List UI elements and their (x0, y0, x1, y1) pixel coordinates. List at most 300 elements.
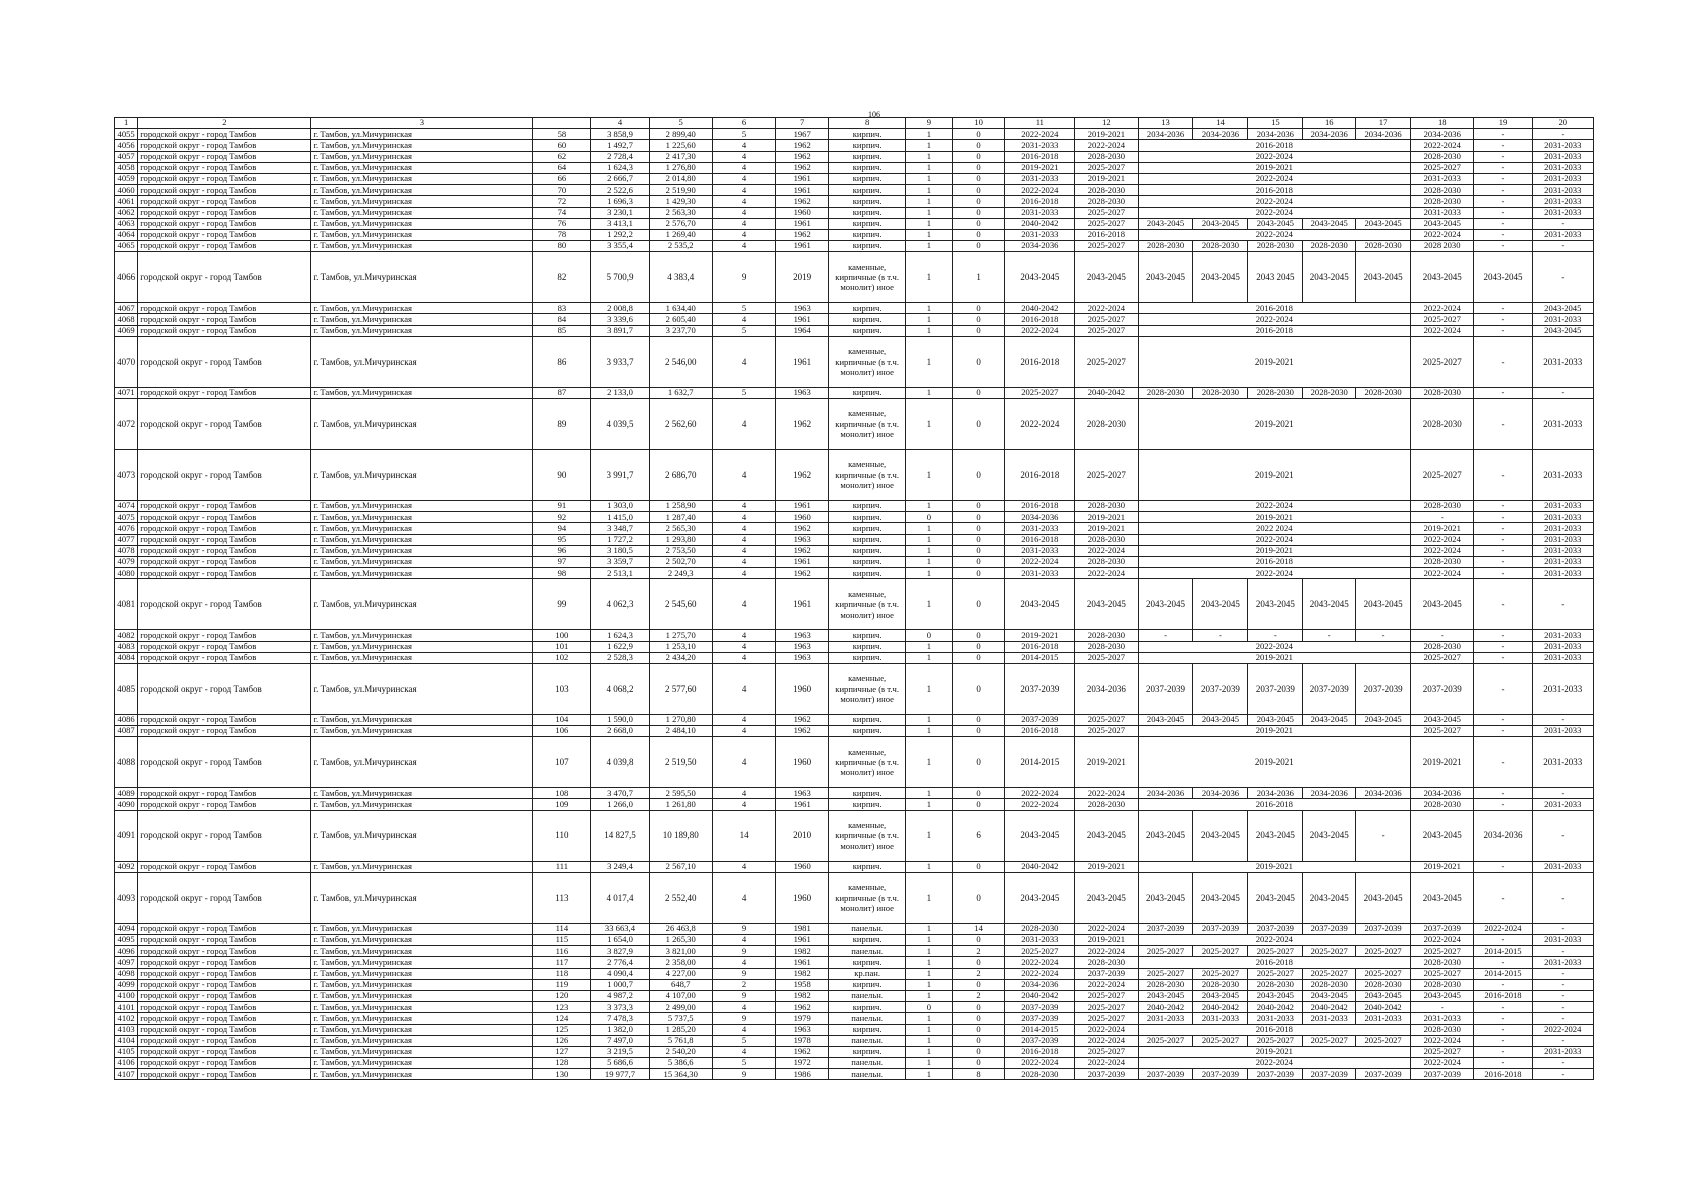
cell-area2: 15 364,30 (649, 1069, 712, 1080)
cell-id: 4092 (115, 861, 138, 872)
cell-c19: - (1474, 726, 1532, 737)
cell-mat: кирпич. (829, 229, 906, 240)
cell-id: 4104 (115, 1035, 138, 1046)
cell-p-4: 2043-2045 (1356, 218, 1411, 229)
cell-id: 4095 (115, 935, 138, 946)
cell-floors: 5 (712, 129, 775, 140)
cell-area: 1 415,0 (591, 512, 649, 523)
cell-c12: 2019-2021 (1075, 935, 1138, 946)
cell-id: 4088 (115, 737, 138, 788)
cell-p-2: 2031-2033 (1248, 1013, 1303, 1024)
cell-year: 2010 (776, 810, 829, 861)
cell-c11: 2031-2033 (1005, 173, 1075, 184)
cell-c19: - (1474, 196, 1532, 207)
cell-p-0: - (1138, 630, 1193, 641)
cell-c18: 2022-2024 (1411, 568, 1474, 579)
column-number-row (115, 118, 1594, 129)
cell-okrug: городской округ - город Тамбов (138, 810, 311, 861)
cell-year: 1963 (776, 652, 829, 663)
cell-c18: 2019-2021 (1411, 523, 1474, 534)
cell-area2: 26 463,8 (649, 923, 712, 934)
table-row (115, 630, 1594, 641)
cell-area: 3 230,1 (591, 207, 649, 218)
cell-year: 1962 (776, 229, 829, 240)
cell-house: 125 (533, 1024, 591, 1035)
cell-area2: 1 265,30 (649, 935, 712, 946)
cell-floors: 4 (712, 185, 775, 196)
cell-c10: 0 (952, 512, 1005, 523)
cell-p-2: 2025-2027 (1248, 1035, 1303, 1046)
cell-p-4: 2025-2027 (1356, 1035, 1411, 1046)
cell-house: 103 (533, 663, 591, 714)
cell-p-0: 2043-2045 (1138, 252, 1193, 303)
cell-c9: 1 (906, 399, 952, 450)
cell-area2: 1 429,30 (649, 196, 712, 207)
cell-mat: кирпич. (829, 568, 906, 579)
cell-m: 2019-2021 (1138, 512, 1411, 523)
cell-c12: 2025-2027 (1075, 314, 1138, 325)
cell-id: 4075 (115, 512, 138, 523)
cell-area: 3 219,5 (591, 1046, 649, 1057)
cell-street: г. Тамбов, ул.Мичуринская (311, 545, 533, 556)
cell-c11: 2019-2021 (1005, 630, 1075, 641)
cell-c9: 1 (906, 737, 952, 788)
cell-year: 1961 (776, 314, 829, 325)
cell-c18: - (1411, 1002, 1474, 1013)
cell-c11: 2043-2045 (1005, 579, 1075, 630)
cell-p-2: 2043 2045 (1248, 252, 1303, 303)
cell-c10: 0 (952, 450, 1005, 501)
cell-year: 1962 (776, 1046, 829, 1057)
cell-c12: 2028-2030 (1075, 196, 1138, 207)
cell-area2: 1 261,80 (649, 799, 712, 810)
cell-p-1: 2037-2039 (1193, 663, 1248, 714)
cell-area2: 2 519,50 (649, 737, 712, 788)
table-row (115, 325, 1594, 336)
cell-c9: 1 (906, 207, 952, 218)
cell-area2: 2 502,70 (649, 556, 712, 567)
cell-mat: кирпич. (829, 979, 906, 990)
cell-area2: 5 737,5 (649, 1013, 712, 1024)
cell-c9: 1 (906, 140, 952, 151)
cell-p-0: 2043-2045 (1138, 714, 1193, 725)
cell-mat: кирпич. (829, 799, 906, 810)
cell-id: 4103 (115, 1024, 138, 1035)
cell-id: 4063 (115, 218, 138, 229)
cell-c18: 2025-2027 (1411, 652, 1474, 663)
cell-id: 4062 (115, 207, 138, 218)
cell-p-3: 2043-2045 (1303, 714, 1356, 725)
cell-okrug: городской округ - город Тамбов (138, 450, 311, 501)
cell-c20: 2031-2033 (1532, 501, 1593, 512)
cell-m: 2022-2024 (1138, 196, 1411, 207)
cell-house: 107 (533, 737, 591, 788)
cell-c12: 2022-2024 (1075, 545, 1138, 556)
cell-area2: 2 417,30 (649, 151, 712, 162)
cell-c10: 0 (952, 799, 1005, 810)
cell-year: 1967 (776, 129, 829, 140)
cell-c9: 1 (906, 1069, 952, 1080)
cell-floors: 9 (712, 1013, 775, 1024)
cell-area2: 2 552,40 (649, 872, 712, 923)
table-row (115, 162, 1594, 173)
cell-c10: 1 (952, 252, 1005, 303)
cell-mat: каменные, кирпичные (в т.ч. монолит) иное (829, 737, 906, 788)
cell-mat: кирпич. (829, 218, 906, 229)
cell-p-4: 2043-2045 (1356, 714, 1411, 725)
cell-c11: 2028-2030 (1005, 923, 1075, 934)
cell-c18: 2022-2024 (1411, 229, 1474, 240)
cell-p-4: 2028-2030 (1356, 241, 1411, 252)
cell-area: 1 654,0 (591, 935, 649, 946)
cell-c10: 0 (952, 568, 1005, 579)
cell-street: г. Тамбов, ул.Мичуринская (311, 1069, 533, 1080)
cell-area: 19 977,7 (591, 1069, 649, 1080)
cell-c12: 2019-2021 (1075, 129, 1138, 140)
cell-mat: кирпич. (829, 1002, 906, 1013)
cell-c18: 2022-2024 (1411, 534, 1474, 545)
cell-c10: 0 (952, 229, 1005, 240)
cell-m: 2022-2024 (1138, 534, 1411, 545)
cell-mat: кирпич. (829, 1024, 906, 1035)
cell-c19: - (1474, 1002, 1532, 1013)
cell-c20: 2031-2033 (1532, 196, 1593, 207)
cell-id: 4068 (115, 314, 138, 325)
cell-c12: 2025-2027 (1075, 336, 1138, 387)
cell-c9: 1 (906, 556, 952, 567)
cell-house: 97 (533, 556, 591, 567)
cell-floors: 4 (712, 140, 775, 151)
cell-mat: кирпич. (829, 1046, 906, 1057)
cell-okrug: городской округ - город Тамбов (138, 923, 311, 934)
cell-mat: кирпич. (829, 935, 906, 946)
cell-okrug: городской округ - город Тамбов (138, 872, 311, 923)
cell-area2: 1 258,90 (649, 501, 712, 512)
cell-c9: 1 (906, 534, 952, 545)
cell-c11: 2016-2018 (1005, 196, 1075, 207)
cell-c9: 1 (906, 641, 952, 652)
cell-area: 2 668,0 (591, 726, 649, 737)
cell-c9: 0 (906, 1002, 952, 1013)
cell-street: г. Тамбов, ул.Мичуринская (311, 957, 533, 968)
cell-c20: - (1532, 872, 1593, 923)
cell-area: 3 891,7 (591, 325, 649, 336)
cell-area: 3 373,3 (591, 1002, 649, 1013)
cell-c10: 0 (952, 129, 1005, 140)
cell-house: 62 (533, 151, 591, 162)
cell-okrug: городской округ - город Тамбов (138, 714, 311, 725)
cell-c9: 1 (906, 252, 952, 303)
cell-id: 4106 (115, 1058, 138, 1069)
cell-street: г. Тамбов, ул.Мичуринская (311, 229, 533, 240)
cell-mat: кирпич. (829, 523, 906, 534)
cell-c19: - (1474, 129, 1532, 140)
cell-area: 2 522,6 (591, 185, 649, 196)
cell-street: г. Тамбов, ул.Мичуринская (311, 641, 533, 652)
cell-p-4: 2034-2036 (1356, 129, 1411, 140)
cell-c9: 1 (906, 568, 952, 579)
cell-house: 84 (533, 314, 591, 325)
table-row (115, 140, 1594, 151)
cell-floors: 4 (712, 501, 775, 512)
cell-p-2: 2025-2027 (1248, 968, 1303, 979)
cell-area2: 1 275,70 (649, 630, 712, 641)
cell-c20: - (1532, 979, 1593, 990)
cell-p-3: 2028-2030 (1303, 387, 1356, 398)
cell-c10: 0 (952, 714, 1005, 725)
cell-okrug: городской округ - город Тамбов (138, 641, 311, 652)
cell-p-4: 2028-2030 (1356, 979, 1411, 990)
cell-okrug: городской округ - город Тамбов (138, 512, 311, 523)
cell-year: 1961 (776, 185, 829, 196)
cell-area2: 2 535,2 (649, 241, 712, 252)
cell-c11: 2016-2018 (1005, 314, 1075, 325)
cell-c20: 2031-2033 (1532, 861, 1593, 872)
cell-c18: 2028-2030 (1411, 799, 1474, 810)
col-header: 12 (1075, 118, 1138, 129)
cell-c9: 1 (906, 979, 952, 990)
cell-floors: 4 (712, 556, 775, 567)
cell-okrug: городской округ - город Тамбов (138, 218, 311, 229)
cell-p-2: 2043-2045 (1248, 579, 1303, 630)
cell-c9: 1 (906, 1013, 952, 1024)
cell-c20: 2031-2033 (1532, 229, 1593, 240)
cell-floors: 4 (712, 241, 775, 252)
cell-okrug: городской округ - город Тамбов (138, 726, 311, 737)
cell-c10: 0 (952, 140, 1005, 151)
cell-area2: 1 632,7 (649, 387, 712, 398)
table-row (115, 788, 1594, 799)
cell-id: 4082 (115, 630, 138, 641)
cell-c20: 2031-2033 (1532, 534, 1593, 545)
cell-okrug: городской округ - город Тамбов (138, 1035, 311, 1046)
cell-m: 2019-2021 (1138, 545, 1411, 556)
cell-floors: 4 (712, 229, 775, 240)
cell-p-1: 2043-2045 (1193, 218, 1248, 229)
cell-area: 3 348,7 (591, 523, 649, 534)
table-row (115, 990, 1594, 1001)
cell-m: 2019-2021 (1138, 1046, 1411, 1057)
cell-floors: 4 (712, 726, 775, 737)
cell-c12: 2019-2021 (1075, 523, 1138, 534)
cell-p-1: 2037-2039 (1193, 923, 1248, 934)
cell-c10: 0 (952, 399, 1005, 450)
cell-okrug: городской округ - город Тамбов (138, 523, 311, 534)
cell-c11: 2014-2015 (1005, 1024, 1075, 1035)
cell-area: 4 017,4 (591, 872, 649, 923)
cell-p-0: 2043-2045 (1138, 872, 1193, 923)
cell-c18: 2025-2027 (1411, 162, 1474, 173)
cell-house: 120 (533, 990, 591, 1001)
cell-c20: - (1532, 946, 1593, 957)
cell-area2: 3 821,00 (649, 946, 712, 957)
cell-c9: 1 (906, 151, 952, 162)
cell-c20: 2031-2033 (1532, 568, 1593, 579)
cell-m: 2019-2021 (1138, 652, 1411, 663)
cell-c9: 1 (906, 714, 952, 725)
cell-id: 4091 (115, 810, 138, 861)
cell-p-3: 2025-2027 (1303, 1035, 1356, 1046)
cell-m: 2019-2021 (1138, 399, 1411, 450)
cell-street: г. Тамбов, ул.Мичуринская (311, 979, 533, 990)
cell-p-3: 2037-2039 (1303, 1069, 1356, 1080)
cell-m: 2019-2021 (1138, 450, 1411, 501)
cell-c10: 0 (952, 303, 1005, 314)
cell-area: 3 355,4 (591, 241, 649, 252)
cell-area2: 2 565,30 (649, 523, 712, 534)
cell-c20: - (1532, 241, 1593, 252)
cell-street: г. Тамбов, ул.Мичуринская (311, 501, 533, 512)
cell-c18: 2028-2030 (1411, 196, 1474, 207)
cell-okrug: городской округ - город Тамбов (138, 663, 311, 714)
cell-year: 1958 (776, 979, 829, 990)
cell-c10: 14 (952, 923, 1005, 934)
cell-year: 1961 (776, 501, 829, 512)
cell-c9: 1 (906, 726, 952, 737)
cell-c19: - (1474, 872, 1532, 923)
cell-c10: 0 (952, 641, 1005, 652)
cell-year: 1960 (776, 872, 829, 923)
cell-p-2: 2025-2027 (1248, 946, 1303, 957)
cell-house: 86 (533, 336, 591, 387)
cell-area2: 2 434,20 (649, 652, 712, 663)
cell-area: 3 827,9 (591, 946, 649, 957)
cell-floors: 5 (712, 303, 775, 314)
table-row (115, 1046, 1594, 1057)
cell-c11: 2040-2042 (1005, 218, 1075, 229)
cell-c20: 2043-2045 (1532, 303, 1593, 314)
cell-c18: 2025-2027 (1411, 450, 1474, 501)
cell-c9: 1 (906, 1024, 952, 1035)
cell-house: 83 (533, 303, 591, 314)
cell-c10: 0 (952, 501, 1005, 512)
cell-street: г. Тамбов, ул.Мичуринская (311, 872, 533, 923)
cell-area2: 1 253,10 (649, 641, 712, 652)
table-row (115, 737, 1594, 788)
cell-c10: 0 (952, 1013, 1005, 1024)
cell-c20: - (1532, 1013, 1593, 1024)
cell-c11: 2031-2033 (1005, 140, 1075, 151)
cell-c19: - (1474, 399, 1532, 450)
cell-area2: 1 287,40 (649, 512, 712, 523)
cell-p-2: 2043-2045 (1248, 990, 1303, 1001)
cell-mat: кирпич. (829, 207, 906, 218)
cell-okrug: городской округ - город Тамбов (138, 1058, 311, 1069)
cell-p-1: 2040-2042 (1193, 1002, 1248, 1013)
cell-c20: 2031-2033 (1532, 140, 1593, 151)
cell-area2: 4 107,00 (649, 990, 712, 1001)
cell-c11: 2031-2033 (1005, 207, 1075, 218)
cell-id: 4101 (115, 1002, 138, 1013)
cell-house: 101 (533, 641, 591, 652)
cell-id: 4067 (115, 303, 138, 314)
cell-area: 3 249,4 (591, 861, 649, 872)
cell-year: 1963 (776, 534, 829, 545)
cell-p-4: 2037-2039 (1356, 663, 1411, 714)
cell-id: 4094 (115, 923, 138, 934)
cell-okrug: городской округ - город Тамбов (138, 185, 311, 196)
cell-c18: 2043-2045 (1411, 579, 1474, 630)
col-header: 6 (712, 118, 775, 129)
cell-c9: 1 (906, 1035, 952, 1046)
cell-area: 7 478,3 (591, 1013, 649, 1024)
cell-okrug: городской округ - город Тамбов (138, 630, 311, 641)
cell-c10: 0 (952, 652, 1005, 663)
cell-area: 2 728,4 (591, 151, 649, 162)
table-row (115, 979, 1594, 990)
cell-p-2: 2037-2039 (1248, 663, 1303, 714)
cell-year: 1961 (776, 336, 829, 387)
cell-p-4: - (1356, 630, 1411, 641)
cell-c20: - (1532, 923, 1593, 934)
cell-c19: - (1474, 545, 1532, 556)
cell-c12: 2025-2027 (1075, 990, 1138, 1001)
cell-c18: 2031-2033 (1411, 173, 1474, 184)
cell-c19: - (1474, 1024, 1532, 1035)
cell-area: 1 624,3 (591, 162, 649, 173)
cell-p-0: 2028-2030 (1138, 387, 1193, 398)
cell-c12: 2025-2027 (1075, 241, 1138, 252)
cell-year: 1962 (776, 151, 829, 162)
cell-mat: каменные, кирпичные (в т.ч. монолит) иное (829, 663, 906, 714)
cell-street: г. Тамбов, ул.Мичуринская (311, 799, 533, 810)
cell-street: г. Тамбов, ул.Мичуринская (311, 568, 533, 579)
table-row (115, 523, 1594, 534)
cell-okrug: городской округ - город Тамбов (138, 579, 311, 630)
cell-okrug: городской округ - город Тамбов (138, 957, 311, 968)
cell-c20: - (1532, 810, 1593, 861)
cell-c12: 2043-2045 (1075, 872, 1138, 923)
cell-c20: - (1532, 1058, 1593, 1069)
cell-c20: 2031-2033 (1532, 512, 1593, 523)
cell-area2: 1 276,80 (649, 162, 712, 173)
cell-c11: 2016-2018 (1005, 450, 1075, 501)
cell-c19: - (1474, 861, 1532, 872)
cell-c18: 2043-2045 (1411, 218, 1474, 229)
cell-c11: 2043-2045 (1005, 252, 1075, 303)
cell-id: 4085 (115, 663, 138, 714)
cell-c12: 2019-2021 (1075, 861, 1138, 872)
cell-id: 4080 (115, 568, 138, 579)
cell-m: 2022-2024 (1138, 935, 1411, 946)
cell-c12: 2022-2024 (1075, 1024, 1138, 1035)
cell-street: г. Тамбов, ул.Мичуринская (311, 946, 533, 957)
cell-c9: 1 (906, 523, 952, 534)
cell-street: г. Тамбов, ул.Мичуринская (311, 196, 533, 207)
cell-c12: 2025-2027 (1075, 450, 1138, 501)
cell-id: 4071 (115, 387, 138, 398)
cell-floors: 4 (712, 641, 775, 652)
cell-house: 70 (533, 185, 591, 196)
cell-area: 1 303,0 (591, 501, 649, 512)
cell-house: 114 (533, 923, 591, 934)
cell-okrug: городской округ - город Тамбов (138, 737, 311, 788)
cell-p-1: 2028-2030 (1193, 387, 1248, 398)
cell-c9: 0 (906, 512, 952, 523)
cell-floors: 9 (712, 946, 775, 957)
cell-year: 1960 (776, 663, 829, 714)
cell-c19: - (1474, 663, 1532, 714)
cell-p-0: 2034-2036 (1138, 788, 1193, 799)
table-row (115, 218, 1594, 229)
cell-house: 116 (533, 946, 591, 957)
cell-area2: 2 562,60 (649, 399, 712, 450)
cell-c20: 2031-2033 (1532, 799, 1593, 810)
cell-area: 1 266,0 (591, 799, 649, 810)
cell-c12: 2025-2027 (1075, 652, 1138, 663)
cell-c18: 2031-2033 (1411, 207, 1474, 218)
cell-c9: 1 (906, 185, 952, 196)
